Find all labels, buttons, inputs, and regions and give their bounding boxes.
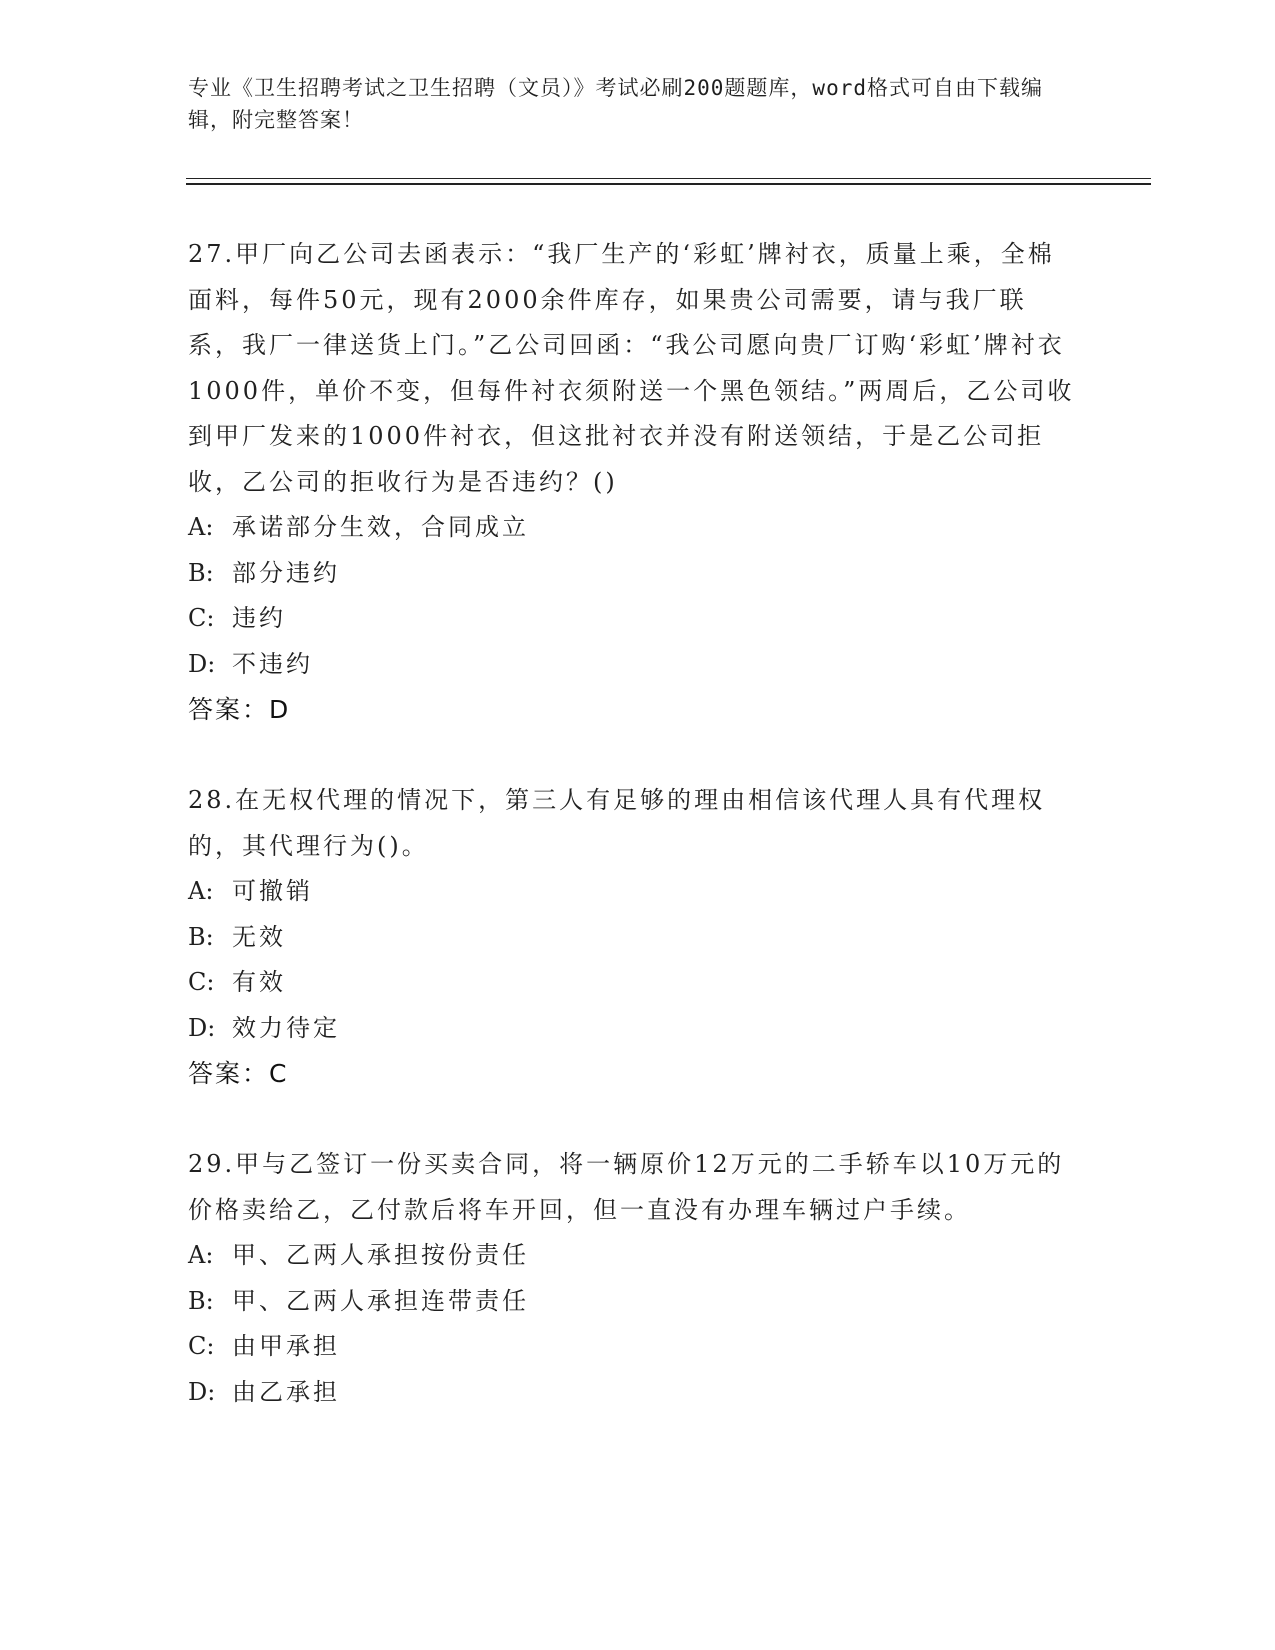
- answer-line: 答案：C: [188, 1059, 289, 1088]
- option-list: [188, 869, 1078, 1051]
- header-divider-top: [186, 178, 1151, 179]
- option-letter: D:: [188, 649, 216, 678]
- option-letter: C:: [188, 604, 215, 632]
- option-a: [188, 869, 1078, 915]
- option-text: 甲、乙两人承担连带责任: [232, 1286, 529, 1315]
- option-letter: D:: [188, 1013, 216, 1042]
- option-a: [188, 505, 1078, 551]
- answer-line: 答案：D: [188, 695, 291, 724]
- option-d: [188, 642, 1078, 688]
- option-d: [188, 1006, 1078, 1052]
- option-letter: B:: [188, 558, 214, 587]
- option-letter: C:: [188, 968, 215, 996]
- option-b: [188, 915, 1078, 961]
- document-header: 专业《卫生招聘考试之卫生招聘（文员）》考试必刷200题题库，word格式可自由下载编辑，附完整答案！: [188, 76, 1043, 132]
- option-text: 无效: [232, 922, 286, 951]
- question-stem: 28.在无权代理的情况下，第三人有足够的理由相信该代理人具有代理权的，其代理行为()。: [188, 786, 1046, 860]
- option-letter: C:: [188, 1332, 215, 1360]
- option-c: [188, 960, 1078, 1006]
- option-text: 部分违约: [232, 558, 340, 587]
- option-b: [188, 1279, 1078, 1325]
- option-text: 甲、乙两人承担按份责任: [232, 1241, 529, 1269]
- option-text: 由甲承担: [232, 1332, 340, 1360]
- option-letter: A:: [188, 513, 214, 541]
- option-text: 违约: [232, 604, 286, 632]
- option-letter: B:: [188, 922, 214, 951]
- option-letter: B:: [188, 1286, 214, 1315]
- option-d: [188, 1370, 1078, 1416]
- question-stem: 29.甲与乙签订一份买卖合同，将一辆原价12万元的二手轿车以10万元的价格卖给乙，乙付款后将车开回，但一直没有办理车辆过户手续。: [188, 1150, 1065, 1224]
- question-stem: 27.甲厂向乙公司去函表示：“我厂生产的‘彩虹’牌衬衣，质量上乘，全棉面料，每件50元，现有2000余件库存，如果贵公司需要，请与我厂联系，我厂一律送货上门。”乙公司回函：“我公司愿向贵厂订购‘彩虹’牌衬衣1000件，单价不变，但每件衬衣须附送一个黑色领结。”两周后，乙公司收到甲厂发来的1000件衬衣，但这批衬衣并没有附送领结，于是乙公司拒收，乙公司的拒收行为是否违约？(): [188, 240, 1075, 496]
- option-c: [188, 1324, 1078, 1370]
- option-letter: D:: [188, 1377, 216, 1406]
- option-c: [188, 596, 1078, 642]
- header-divider-bottom: [186, 183, 1151, 185]
- question-29: [188, 1142, 1078, 1415]
- question-28: [188, 778, 1078, 1096]
- option-letter: A:: [188, 877, 214, 905]
- option-text: 可撤销: [232, 877, 313, 905]
- option-text: 有效: [232, 968, 286, 996]
- option-list: [188, 505, 1078, 687]
- option-b: [188, 551, 1078, 597]
- option-text: 由乙承担: [232, 1377, 340, 1406]
- option-text: 效力待定: [232, 1013, 340, 1042]
- question-27: [188, 232, 1078, 732]
- option-text: 不违约: [232, 649, 313, 678]
- option-list: [188, 1233, 1078, 1415]
- option-text: 承诺部分生效，合同成立: [232, 513, 529, 541]
- option-letter: A:: [188, 1241, 214, 1269]
- option-a: [188, 1233, 1078, 1279]
